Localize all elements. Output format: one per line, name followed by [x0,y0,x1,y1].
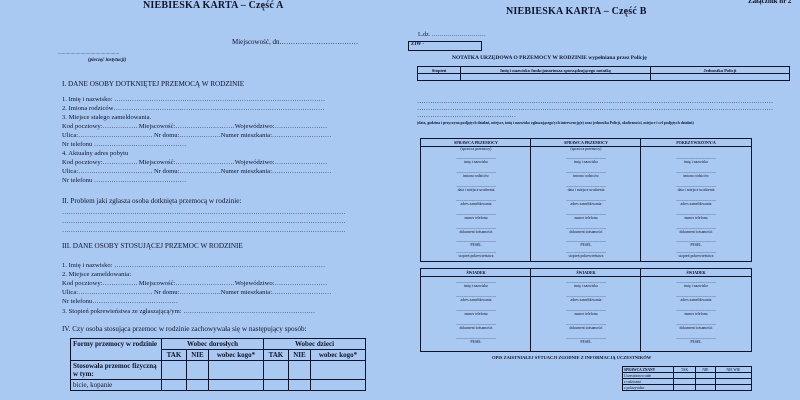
field-line[interactable]: Kod pocztowy:……………. Miejscowość:………………………Województwo:…………………… [62,123,328,130]
note-title: NOTATKA URZĘDOWA O PRZEMOCY W RODZINIE wypełniana przez Policję [452,55,647,61]
police-officer-table [417,66,790,81]
col-officer-name: Imię i nazwisko funkcjonariusza sporządzającego notatkę [461,67,651,74]
person-box-3: POKRZYWDZONY/A ......................................................... imię i nazwisko ......................................................... imiona rodziców ......................................................... data i miejsce urodzenia ......................................................... adres zameldowania ......................................................... numer telefonu ......................................................... dokument tożsamości ......................................................... PESEL ......................................................... stopień pokrewieństwa [640,138,752,262]
witness-box-1: ŚWIADEK ......................................................... imię i nazwisko ......................................................... adres zameldowania ......................................................... numer telefonu ......................................................... dokument tożsamości ......................................................... PESEL [420,268,532,352]
summary-table [622,366,752,391]
cell[interactable] [311,361,366,380]
cell[interactable] [263,380,288,391]
appendix-label: Załącznik nr 2 [748,0,792,5]
situation-description-title: OPIS ZAISTNIAŁEJ SYTUACJI ZGODNIE Z INFORMACJĄ UCZESTNIKÓW [492,355,652,360]
place-date-field[interactable]: Miejscowość, dn.…………………………… [232,38,359,46]
sub-tak: TAK [263,350,288,361]
field-line[interactable]: 3. Stopień pokrewieństwa ze zgłaszającą/ym: …………………………………………………… [62,308,316,315]
stamp-dots: ................................................. [58,51,120,56]
table-row [71,361,366,380]
field-line[interactable]: Kod pocztowy:……………. Miejscowość:………………………Województwo:…………………… [62,280,328,287]
field-line: 3. Miejsce stałego zameldowania. [62,114,152,121]
cell[interactable] [311,380,366,391]
summary-header: SPRAWCA ZNANY [623,367,674,373]
section-1-heading: I. DANE OSOBY DOTKNIĘTEJ PRZEMOCĄ W RODZINIE [62,80,245,88]
sub-wobec: wobec kogo* [311,350,366,361]
ldz-field[interactable]: L.dz. ……………………… [418,32,486,38]
field-line[interactable]: Ulica:……………………………. Nr domu:……………….Numer mieszkania:……………………… [62,289,332,296]
col-police-unit: Jednostka Policji [651,67,790,74]
dots-line[interactable]: ……………………………………………………………………………………………………………………………………………… [417,98,774,105]
cell[interactable] [162,380,187,391]
col-tak: TAK [674,367,696,373]
table-row: Uczestnictwo stałe [623,373,752,379]
person-box-2: SPRAWCA PRZEMOCY (sprawca przemocy) ......................................................... imię i nazwisko ......................................................... imiona rodziców ......................................................... data i miejsce urodzenia ......................................................... adres zameldowania ......................................................... numer telefonu ......................................................... dokument tożsamości ......................................................... PESEL ......................................................... stopień pokrewieństwa [530,138,642,262]
col-rank: Stopień [418,67,461,74]
section-4-heading: IV. Czy osoba stosująca przemoc w rodzinie zachowywała się w następujący sposób: [62,325,307,333]
field-line[interactable]: Nr telefonu………………………………… [62,298,178,305]
ziw-box[interactable]: ZIW - [408,41,482,51]
stamp-label: (pieczęć instytucji) [88,58,127,63]
dots-line[interactable]: ……………………………………………………………………………………………………………………………………………… [417,105,774,112]
field-line[interactable]: Kod pocztowy:……………. Miejscowość:………………………Województwo:…………………… [62,159,328,166]
problem-line[interactable]: ………………………………………………………………………………………………………………… [62,209,346,216]
dots-line[interactable]: ……………………………………… [417,112,516,119]
col-nie: NIE [696,367,716,373]
violence-forms-table [70,338,366,391]
problem-line[interactable]: ………………………………………………………………………………………………………………… [62,227,346,234]
section-2-heading: II. Problem jaki zgłasza osoba dotknięta przemocą w rodzinie: [62,197,242,205]
sub-tak: TAK [162,350,187,361]
witness-box-3: ŚWIADEK ......................................................... imię i nazwisko ......................................................... adres zameldowania ......................................................... numer telefonu ......................................................... dokument tożsamości ......................................................... PESEL [640,268,752,352]
field-line[interactable]: Nr telefonu …………………………………… [62,177,187,184]
field-line[interactable]: Ulica:……………………………. Nr domu:……………….Numer mieszkania:……………………… [62,132,332,139]
cell[interactable] [461,74,651,81]
cell[interactable] [651,74,790,81]
cell[interactable] [162,361,187,380]
cell[interactable] [209,380,264,391]
col-children: Wobec dzieci [263,339,365,350]
cell[interactable] [288,361,310,380]
sub-wobec: wobec kogo* [209,350,264,361]
sub-nie: NIE [186,350,208,361]
cell[interactable] [288,380,310,391]
cell[interactable] [263,361,288,380]
box-sub: (sprawca przemocy) [460,147,492,151]
sub-nie: NIE [288,350,310,361]
cell[interactable] [186,380,208,391]
page-part-b [400,0,800,400]
col-nie-wie: NIE WIE [715,367,751,373]
row-label: Stosowała przemoc fizyczną w tym: [71,361,162,380]
col-forms: Formy przemocy w rodzinie [71,339,162,361]
table-row: z rodzicami [623,379,752,385]
table-row [71,380,366,391]
field-line[interactable]: Nr telefonu …………………………………… [62,141,187,148]
box-bar: SPRAWCA PRZEMOCY [421,139,531,147]
problem-line[interactable]: ………………………………………………………………………………………………………………… [62,218,346,225]
field-line[interactable]: 1. Imię i nazwisko: …………………………………………………………………………………… [62,262,326,269]
section-3-heading: III. DANE OSOBY STOSUJĄCEJ PRZEMOC W RODZINIE [62,242,243,250]
part-b-title: NIEBIESKA KARTA – Część B [506,6,647,17]
cell[interactable] [186,361,208,380]
part-a-title: NIEBIESKA KARTA – Część A [143,0,284,11]
witness-box-2: ŚWIADEK ......................................................... imię i nazwisko ......................................................... adres zameldowania ......................................................... numer telefonu ......................................................... dokument tożsamości ......................................................... PESEL [530,268,642,352]
field-line[interactable]: Ulica:……………………………. Nr domu:……………….Numer mieszkania:……………………… [62,168,332,175]
table-row: z pokrzywdzo [623,385,752,391]
field-line: 2. Miejsce zameldowania: [62,271,132,278]
cell[interactable] [418,74,461,81]
field-line[interactable]: 1. Imię i nazwisko: …………………………………………………………………………………… [62,96,326,103]
person-box-1: SPRAWCA PRZEMOCY (sprawca przemocy) ......................................................... imię i nazwisko ......................................................... imiona rodziców ......................................................... data i miejsce urodzenia ......................................................... adres zameldowania ......................................................... numer telefonu ......................................................... dokument tożsamości ......................................................... PESEL ......................................................... stopień pokrewieństwa [420,138,532,262]
field-line: 4. Aktualny adres pobytu [62,150,129,157]
row-label: bicie, kopanie [71,380,162,391]
cell[interactable] [209,361,264,380]
col-adults: Wobec dorosłych [162,339,264,350]
field-line[interactable]: 2. Imiona rodziców…………………………………………………………………………………… [62,105,325,112]
data-note: (data, godzina i przyczyna podjętych działań, miejsce, imię i nazwisko zgłaszającego/ych interwencję(e) oraz jednostka Policji, okoliczności, miejsce i cel podjętych działań) [417,121,694,125]
